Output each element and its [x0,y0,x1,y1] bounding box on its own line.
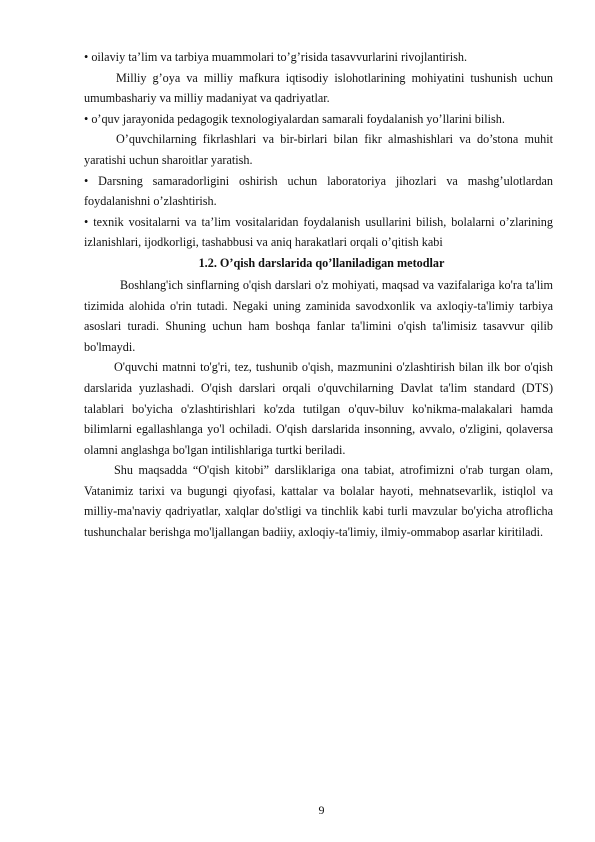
bullet-pedagogical-technologies: • o’quv jarayonida pedagogik texnologiyalardan samarali foydalanish yo’llarini bilish. [84,111,505,126]
body-paragraph-reading-book: Shu maqsadda “O'qish kitobi” darsliklariga ona tabiat, atrofimizni o'rab turgan olam, Vatanimiz tarixi va bugungi qiyofasi, kattalar va bolalar hayoti, mehnatsevarlik, istiqlol va milliy-ma'naviy qadriyatlar, xalqlar do'stligi va tinchlik kabi turli mavzular bo'yicha atroflicha tushunchalar berishga mo'ljallangan badiiy, axloqiy-ta'limiy, ilmiy-ommabop asarlar kiritiladi. [84,463,553,540]
page-number: 9 [318,803,325,817]
bullet-family-education: • oilaviy ta’lim va tarbiya muammolari to’g’risida tasavvurlarini rivojlantirish. [84,50,467,64]
paragraph-national-idea: Milliy g’oya va milliy mafkura iqtisodiy islohotlarining mohiyatini tushunish uchun umumbashariy va milliy madaniyat va qadriyatlar. [84,70,553,106]
paragraph-pupils-thinking: O’quvchilarning fikrlashlari va bir-birlari bilan fikr almashishlari va do’stona muhit yaratishi uchun sharoitlar yaratish. [84,132,553,167]
body-paragraph-reading-lessons: Boshlang'ich sinflarning o'qish darslari o'z mohiyati, maqsad va vazifalariga ko'ra ta'lim tizimida alohida o'rin tutadi. Negaki uning zaminida savodxonlik va axloqiy-ta'limiy tarbiya asoslari turadi. Shuning uchun ham boshqa fanlar ta'limini o'qish ta'limisiz tasavvur qilib bo'lmaydi. [84,277,553,354]
bullet-laboratory-equipment: • Darsning samaradorligini oshirish uchun laboratoriya jihozlari va mashg’ulotlardan foydalanishni o’zlashtirish. [84,173,553,209]
body-paragraph-pupil-reading: O'quvchi matnni to'g'ri, tez, tushunib o'qish, mazmunini o'zlashtirish bilan ilk bor o'qish darslarida yuzlashadi. O'qish darslari orqali o'quvchilarning Davlat ta'lim standard (DTS) talablari bo'yicha o'zlashtirishlari ko'zda tutilgan o'quv-biluv ko'nikma-malakalari hamda bilimlarni egallashlanga yo'l ochiladi. O'qish darslarida insonning, avvalo, o'zligini, qolaversa olamni anglashga bo'lgan intilishlariga turtki beriladi. [84,360,553,457]
document-page [84,47,553,543]
bullet-technical-means: • texnik vositalarni va ta’lim vositalaridan foydalanish usullarini bilish, bolalarni o’zlarining izlanishlari, ijodkorligi, tashabbusi va aniq harakatlari orqali o’qitish kabi [84,214,553,250]
section-heading: 1.2. O’qish darslarida qo’llaniladigan metodlar [198,255,445,270]
